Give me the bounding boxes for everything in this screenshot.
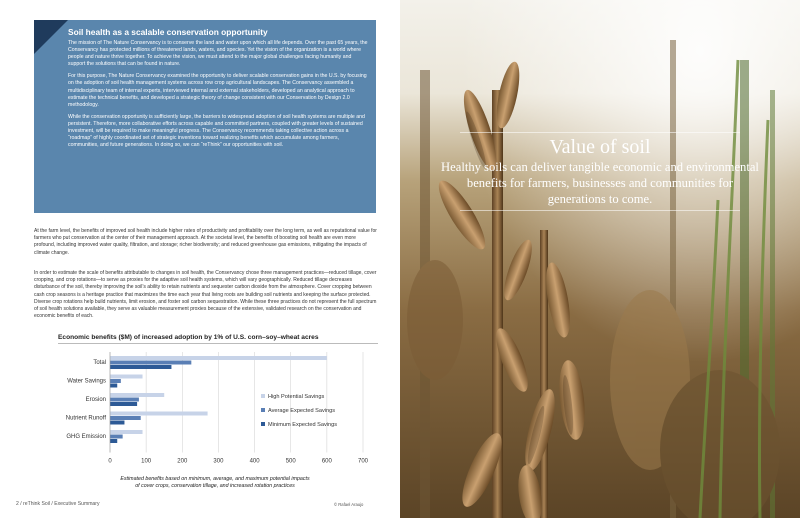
legend-label: High Potential Savings bbox=[268, 394, 325, 400]
bar bbox=[110, 430, 143, 434]
category-label: Erosion bbox=[85, 397, 106, 403]
bar bbox=[110, 439, 117, 443]
category-label: Water Savings bbox=[67, 378, 106, 385]
hero-subtitle: Healthy soils can deliver tangible economic and environmental benefits for farmers, businesses and communities for generations to come. bbox=[441, 160, 759, 206]
bar bbox=[110, 379, 121, 383]
photo-credit: © Rafael Araujo bbox=[334, 502, 364, 507]
hero-headline bbox=[440, 136, 760, 207]
x-tick-label: 0 bbox=[108, 458, 112, 465]
x-tick-label: 600 bbox=[321, 458, 332, 465]
hero-photo bbox=[400, 0, 800, 518]
category-label: Nutrient Runoff bbox=[65, 415, 106, 422]
info-box bbox=[34, 20, 376, 213]
bar bbox=[110, 356, 327, 360]
bar-chart bbox=[40, 348, 380, 476]
bar bbox=[110, 375, 143, 379]
x-tick-label: 300 bbox=[213, 458, 224, 465]
bar bbox=[110, 402, 137, 406]
body-paragraph: In order to estimate the scale of benefits attributable to changes in soil health, the Conservancy chose three management practices—reduced tillage, cover cropping, and crop rotations—to serve as proxies for the adaptive soil health systems, which will vary geographically. Reduced tillage decreases disturbance of the soil, thereby improving the soil’s ability to retain nutrients and sequester carbon dioxide from the atmosphere. Cover cropping between cash crop seasons is a heritage practice that maximizes the time each year that living roots are building soil nutrients and keeping the surface protected. Diverse crop rotations help build nutrients, limit erosion, and foster soil carbon sequestration. While these three practices do not represent the full spectrum of soil health solutions available, they serve as valuable measurement proxies because of the extensive, validated research on the conservation and economic benefits of each. bbox=[34, 270, 377, 320]
soybean-plants-photo bbox=[400, 0, 800, 518]
corner-triangle bbox=[34, 20, 68, 54]
caption-line: of cover crops, conservation tillage, and increased rotation practices bbox=[135, 483, 295, 489]
hero-rule-bottom bbox=[460, 210, 740, 211]
bar bbox=[110, 416, 141, 420]
info-box-title: Soil health as a scalable conservation opportunity bbox=[68, 27, 268, 37]
body-paragraph: At the farm level, the benefits of improved soil health include higher rates of productivity and profitability over the long term, as well as reputational value for farmers who put conservation at the center of their management approach. At the societal level, the benefits of boosting soil health are even more profound, including improved water quality, filtration, and storage; richer biodiversity; and reduced greenhouse gas emissions, mitigating the impacts of climate change. bbox=[34, 228, 377, 256]
x-tick-label: 400 bbox=[249, 458, 260, 465]
x-tick-label: 500 bbox=[285, 458, 296, 465]
hero-rule-top bbox=[460, 132, 740, 133]
bar bbox=[110, 384, 117, 388]
legend-label: Minimum Expected Savings bbox=[268, 422, 338, 428]
category-label: GHG Emission bbox=[66, 434, 106, 440]
bar bbox=[110, 365, 171, 369]
chart-caption bbox=[100, 476, 330, 490]
x-tick-label: 100 bbox=[141, 458, 152, 465]
info-box-paragraph: While the conservation opportunity is sufficiently large, the barriers to widespread adoption of soil health systems are multiple and persistent. Therefore, more collaborative efforts across capable and committed partners, coupled with greater levels of sustained investment, will be required to make meaningful progress. The Conservancy recommends taking collective action across a “roadmap” of highly coordinated set of strategic inventions toward realizing benefits which accumulate among farmers, communities, and future generations. In doing so, we can “reThink” our opportunities with soil. bbox=[68, 113, 365, 149]
info-box-paragraph: For this purpose, The Nature Conservancy examined the opportunity to deliver scalable conservation gains in the U.S. by focusing on the adoption of soil health management systems across row crop agricultural landscapes. The Conservancy assembled a multidisciplinary team of internal experts, interviewed internal and external stakeholders, developed an analytical approach to estimate the technical benefits, and developed a strategic theory of change consistent with our Conservation by Design 2.0 methodology. bbox=[68, 73, 367, 108]
legend-swatch bbox=[261, 422, 265, 426]
bar bbox=[110, 435, 123, 439]
category-label: Total bbox=[93, 360, 106, 366]
bar bbox=[110, 398, 139, 402]
bar bbox=[110, 421, 124, 425]
page-footer-label: 2 / reThink Soil / Executive Summary bbox=[16, 501, 100, 507]
chart-title: Economic benefits ($M) of increased adoption by 1% of U.S. corn–soy–wheat acres bbox=[58, 334, 319, 341]
x-tick-label: 200 bbox=[177, 458, 188, 465]
caption-line: Estimated benefits based on minimum, average, and maximum potential impacts bbox=[120, 476, 310, 482]
info-box-paragraph: The mission of The Nature Conservancy is to conserve the land and water upon which all life depends. Over the past 65 years, the Conservancy has protected millions of threatened lands, waters, and species. Yet the vision of the organization is a world where people and nature thrive together. To achieve the vision, we must attend to the major global challenges facing humanity and support the solutions that can be found in nature. bbox=[68, 40, 368, 68]
x-tick-label: 700 bbox=[357, 458, 369, 465]
bar bbox=[110, 361, 191, 365]
hero-title: Value of soil bbox=[549, 136, 651, 158]
legend-swatch bbox=[261, 408, 265, 412]
legend-swatch bbox=[261, 394, 265, 398]
chart-divider bbox=[58, 343, 378, 344]
bar bbox=[110, 393, 164, 397]
bar bbox=[110, 412, 208, 416]
legend-label: Average Expected Savings bbox=[268, 408, 336, 414]
